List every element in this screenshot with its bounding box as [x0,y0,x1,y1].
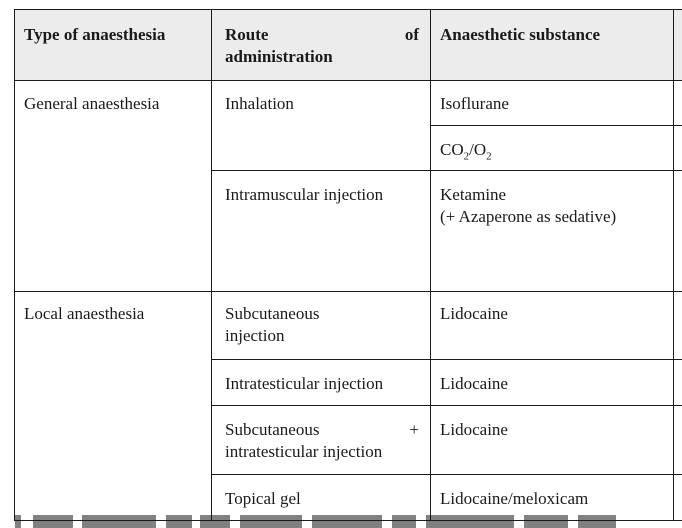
combo-word-subcutaneous: Subcutaneous [225,420,320,439]
cell-subcutaneous-substance: Lidocaine [440,304,508,323]
cell-subcutaneous [225,303,319,347]
rule-isoflurane-bottom [430,125,682,126]
cell-isoflurane: Isoflurane [440,94,509,113]
rule-col-2 [430,9,431,521]
combo-line1 [225,419,419,441]
rule-combo-bottom [211,474,682,475]
cell-ketamine [440,184,616,228]
cell-combo-substance: Lidocaine [440,420,508,439]
subcutaneous-line1: Subcutaneous [225,304,320,323]
cell-general-anaesthesia: General anaesthesia [24,94,160,113]
rule-header-bottom [14,80,682,81]
rule-top [14,9,682,10]
o2-sub: 2 [486,150,492,163]
rule-general-bottom [14,291,682,292]
header-type: Type of anaesthesia [24,25,166,44]
rule-inhalation-bottom [211,170,682,171]
rule-left [14,9,15,521]
ketamine-line: Ketamine [440,185,507,204]
co2-co: CO [440,140,464,159]
cell-inhalation: Inhalation [225,94,294,113]
co2-slash-o: /O [469,140,487,159]
cell-intratesticular: Intratesticular injection [225,374,384,393]
cell-topical-substance: Lidocaine/meloxicam [440,489,589,508]
cell-intramuscular: Intramuscular injection [225,185,384,204]
rule-col-1 [211,9,212,521]
rule-intratesticular-bottom [211,405,682,406]
rule-col-3 [673,9,674,521]
header-route-word-of: of [404,25,419,44]
rule-subcutaneous-bottom [211,359,682,360]
combo-word-plus: + [409,420,419,439]
co2-sub: 2 [463,150,470,163]
combo-line2: intratesticular injection [225,442,383,461]
subcutaneous-line2: injection [225,326,285,345]
header-route [225,24,419,68]
header-route-line1 [225,24,419,46]
azaperone-line: (+ Azaperone as sedative) [440,207,617,226]
cell-intratesticular-substance: Lidocaine [440,374,508,393]
cell-topical-gel: Topical gel [225,489,301,508]
anaesthesia-table [14,9,682,521]
header-route-word-route: Route [225,25,269,44]
cropped-text-line-below [0,508,682,528]
header-route-line2: administration [225,47,333,66]
cell-local-anaesthesia: Local anaesthesia [24,304,145,323]
cell-co2-o2 [440,139,492,167]
cell-combo-route [225,419,419,463]
header-substance: Anaesthetic substance [440,25,601,44]
